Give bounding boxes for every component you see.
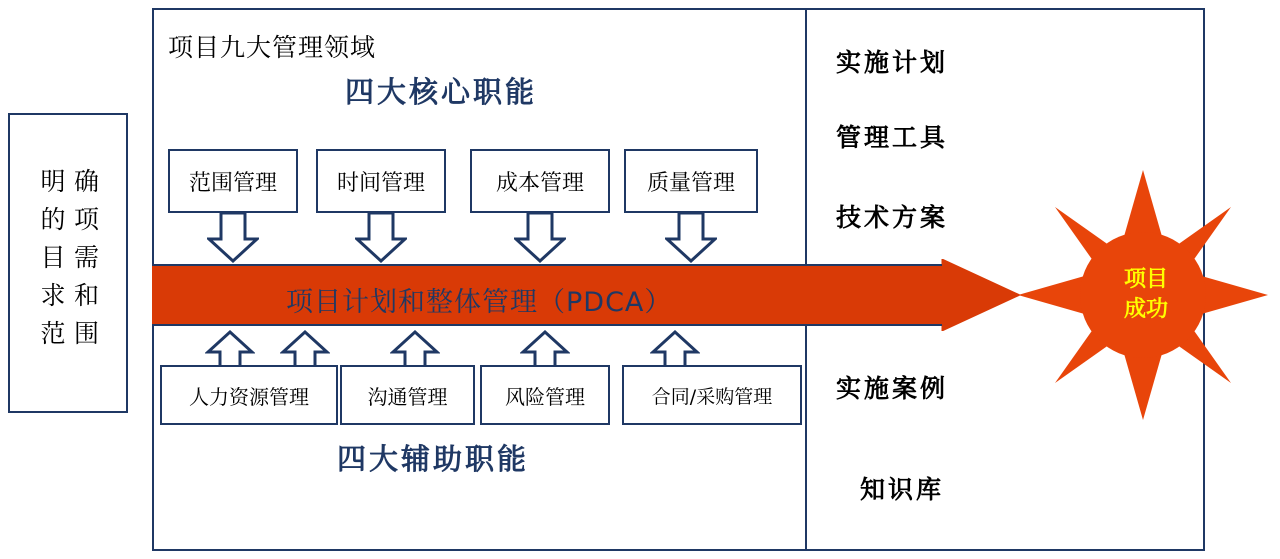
scope-text-column-right: 确项需和围 bbox=[70, 168, 100, 358]
support-box-communication[interactable]: 沟通管理 bbox=[340, 365, 475, 425]
core-box-cost[interactable]: 成本管理 bbox=[470, 149, 610, 213]
right-text-technical-solution: 技术方案 bbox=[836, 203, 949, 232]
core-box-quality[interactable]: 质量管理 bbox=[624, 149, 758, 213]
down-arrow-icon-cost bbox=[514, 213, 566, 263]
up-arrow-icon-4 bbox=[520, 330, 570, 370]
support-box-hr[interactable]: 人力资源管理 bbox=[160, 365, 338, 425]
right-text-management-tools: 管理工具 bbox=[836, 123, 949, 152]
core-box-scope[interactable]: 范围管理 bbox=[168, 149, 298, 213]
project-success-line1: 项目 bbox=[1123, 267, 1168, 292]
up-arrow-icon-3 bbox=[390, 330, 440, 370]
section-title-core-functions: 四大核心职能 bbox=[345, 75, 538, 109]
section-title-support-functions: 四大辅助职能 bbox=[337, 442, 530, 476]
up-arrow-icon-1 bbox=[205, 330, 255, 370]
support-box-risk[interactable]: 风险管理 bbox=[480, 365, 610, 425]
right-text-implementation-plan: 实施计划 bbox=[836, 48, 949, 77]
down-arrow-icon-scope bbox=[207, 213, 259, 263]
core-box-time[interactable]: 时间管理 bbox=[316, 149, 446, 213]
project-success-line2: 成功 bbox=[1123, 296, 1168, 322]
right-text-case-studies: 实施案例 bbox=[836, 374, 949, 403]
scope-text-column-left: 明的目求范 bbox=[37, 168, 66, 358]
pdca-band-label: 项目计划和整体管理（PDCA） bbox=[286, 287, 673, 318]
right-text-knowledge-base: 知识库 bbox=[860, 475, 945, 504]
page-title-nine-domains: 项目九大管理领域 bbox=[168, 33, 377, 62]
project-success-sun-icon bbox=[1018, 170, 1268, 420]
up-arrow-icon-2 bbox=[280, 330, 330, 370]
support-box-contract-procurement[interactable]: 合同/采购管理 bbox=[622, 365, 802, 425]
down-arrow-icon-quality bbox=[665, 213, 717, 263]
scope-definition-panel bbox=[8, 113, 128, 413]
up-arrow-icon-5 bbox=[650, 330, 700, 370]
down-arrow-icon-time bbox=[355, 213, 407, 263]
